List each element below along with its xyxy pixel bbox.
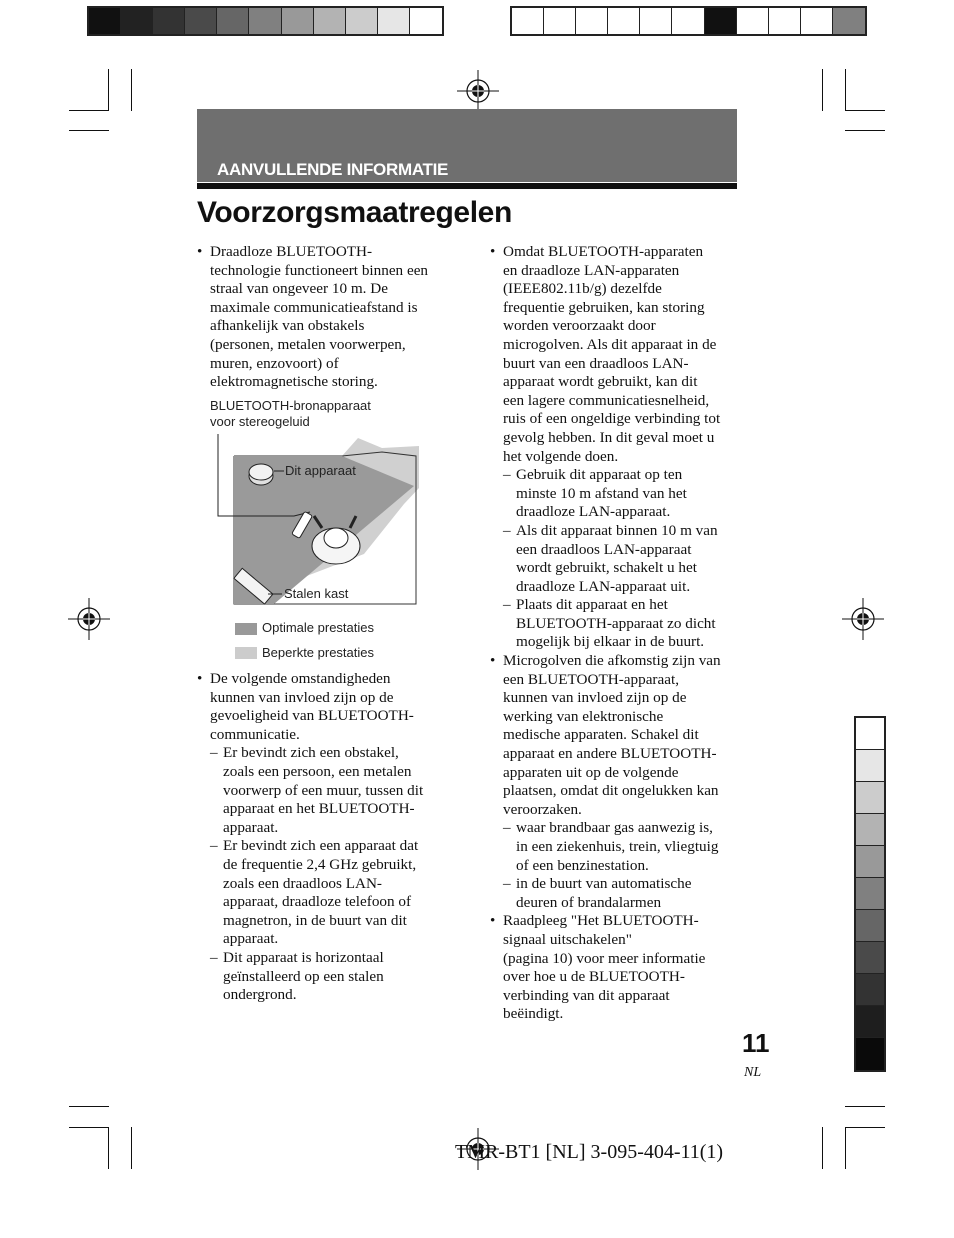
- list-item: • De volgende omstandigheden kunnen van invloed zijn op de gevoeligheid van BLUETOOTH- communicatie. – Er bevindt zich een obstakel, zoals een persoon, een metalen voorwerp of een muur, tussen dit apparaat en het BLUETOOTH- apparaat. – Er bevindt zich een apparaat dat de frequentie 2,4 GHz gebruikt, zoals een draadloos LAN- apparaat, draadloze telefoon of magnetron, in de buurt van dit apparaat. – Dit apparaat is horizontaal geïnstalleerd op een stalen ondergrond.: [197, 670, 457, 1005]
- calibration-swatch: [314, 8, 346, 34]
- sub-list-item: – Er bevindt zich een apparaat dat de frequentie 2,4 GHz gebruikt, zoals een draadloos LAN- apparaat, draadloze telefoon of magnetron, in de buurt van dit apparaat.: [210, 837, 457, 949]
- diagram-device-label: Dit apparaat: [285, 463, 356, 478]
- sub-list-item: – Dit apparaat is horizontaal geïnstalleerd op een stalen ondergrond.: [210, 949, 457, 1005]
- calibration-swatch: [121, 8, 153, 34]
- calibration-swatch: [856, 878, 884, 910]
- calibration-swatch: [856, 910, 884, 942]
- calibration-swatch: [856, 974, 884, 1006]
- left-column-top: [197, 243, 457, 392]
- calibration-swatch: [640, 8, 672, 34]
- legend-label-limited: Beperkte prestaties: [262, 645, 375, 660]
- calibration-swatch: [856, 1038, 884, 1070]
- legend-swatch-optimal: [235, 623, 257, 635]
- calibration-swatch: [576, 8, 608, 34]
- calibration-swatch: [544, 8, 576, 34]
- legend-label-optimal: Optimale prestaties: [262, 620, 374, 635]
- calibration-swatch: [249, 8, 281, 34]
- calibration-swatch: [856, 942, 884, 974]
- sub-list-item: – Plaats dit apparaat en het BLUETOOTH-apparaat zo dicht mogelijk bij elkaar in de buurt.: [503, 596, 745, 652]
- page-title: Voorzorgsmaatregelen: [197, 196, 512, 229]
- calibration-swatch: [512, 8, 544, 34]
- calibration-swatch: [769, 8, 801, 34]
- calibration-swatch: [217, 8, 249, 34]
- sub-list-item: – Als dit apparaat binnen 10 m van een draadloos LAN-apparaat wordt gebruikt, schakelt u het draadloze LAN-apparaat uit.: [503, 522, 745, 596]
- calibration-swatch: [833, 8, 865, 34]
- right-column: [490, 243, 745, 1024]
- calibration-swatch: [705, 8, 737, 34]
- calibration-strip-top-left: [87, 6, 444, 36]
- page-language: NL: [744, 1065, 762, 1080]
- calibration-swatch: [856, 814, 884, 846]
- section-label: AANVULLENDE INFORMATIE: [217, 160, 449, 179]
- sub-list-item: – waar brandbaar gas aanwezig is, in een ziekenhuis, trein, vliegtuig of een benzinestation.: [503, 819, 745, 875]
- registration-mark-top: [457, 70, 499, 112]
- list-item: • Draadloze BLUETOOTH- technologie functioneert binnen een straal van ongeveer 10 m. De maximale communicatieafstand is afhankelijk van obstakels (personen, metalen voorwerpen, muren, enzovoort) of elektromagnetische storing.: [197, 243, 457, 392]
- list-item: • Microgolven die afkomstig zijn van een BLUETOOTH-apparaat, kunnen van invloed zijn op de werking van elektronische medische apparaten. Schakel dit apparaat en andere BLUETOOTH- apparaten uit op de volgende plaatsen, omdat dit ongelukken kan veroorzaken. – waar brandbaar gas aanwezig is, in een ziekenhuis, trein, vliegtuig of een benzinestation. – in de buurt van automatische deuren of brandalarmen: [490, 652, 745, 912]
- footer-document-code: TMR-BT1 [NL] 3-095-404-11(1): [455, 1141, 724, 1163]
- page-number: 11: [742, 1028, 770, 1058]
- calibration-swatch: [185, 8, 217, 34]
- calibration-swatch: [737, 8, 769, 34]
- calibration-swatch: [153, 8, 185, 34]
- calibration-swatch: [856, 782, 884, 814]
- legend-swatch-limited: [235, 647, 257, 659]
- sub-list-item: – Er bevindt zich een obstakel, zoals een persoon, een metalen voorwerp of een muur, tussen dit apparaat en het BLUETOOTH- apparaat.: [210, 744, 457, 837]
- diagram-source-label: BLUETOOTH-bronapparaat voor stereogeluid: [210, 398, 371, 429]
- calibration-swatch: [89, 8, 121, 34]
- calibration-strip-side: [854, 716, 886, 1072]
- calibration-swatch: [856, 718, 884, 750]
- calibration-swatch: [410, 8, 442, 34]
- registration-mark-right: [842, 598, 884, 640]
- calibration-swatch: [346, 8, 378, 34]
- calibration-strip-top-right: [510, 6, 867, 36]
- calibration-swatch: [672, 8, 704, 34]
- list-item: • Raadpleeg "Het BLUETOOTH- signaal uitschakelen" (pagina 10) voor meer informatie over hoe u de BLUETOOTH- verbinding van dit apparaat beëindigt.: [490, 912, 745, 1024]
- registration-mark-left: [68, 598, 110, 640]
- calibration-swatch: [608, 8, 640, 34]
- calibration-swatch: [801, 8, 833, 34]
- calibration-swatch: [856, 750, 884, 782]
- left-column-bottom: [197, 670, 457, 1005]
- diagram-range-illustration: [214, 434, 429, 609]
- calibration-swatch: [856, 1006, 884, 1038]
- sub-list-item: – in de buurt van automatische deuren of brandalarmen: [503, 875, 745, 912]
- section-header-rule: [197, 183, 737, 189]
- sub-list-item: – Gebruik dit apparaat op ten minste 10 m afstand van het draadloze LAN-apparaat.: [503, 466, 745, 522]
- diagram-cabinet-label: Stalen kast: [284, 586, 349, 601]
- list-item: • Omdat BLUETOOTH-apparaten en draadloze LAN-apparaten (IEEE802.11b/g) dezelfde frequentie gebruiken, kan storing worden veroorzaakt door microgolven. Als dit apparaat in de buurt van een draadloos LAN- apparaat wordt gebruikt, kan dit een lagere communicatiesnelheid, ruis of een ongeldige verbinding tot gevolg hebben. In dit geval moet u het volgende doen. – Gebruik dit apparaat op ten minste 10 m afstand van het draadloze LAN-apparaat. – Als dit apparaat binnen 10 m van een draadloos LAN-apparaat wordt gebruikt, schakelt u het draadloze LAN-apparaat uit. – Plaats dit apparaat en het BLUETOOTH-apparaat zo dicht mogelijk bij elkaar in de buurt.: [490, 243, 745, 652]
- calibration-swatch: [282, 8, 314, 34]
- calibration-swatch: [856, 846, 884, 878]
- calibration-swatch: [378, 8, 410, 34]
